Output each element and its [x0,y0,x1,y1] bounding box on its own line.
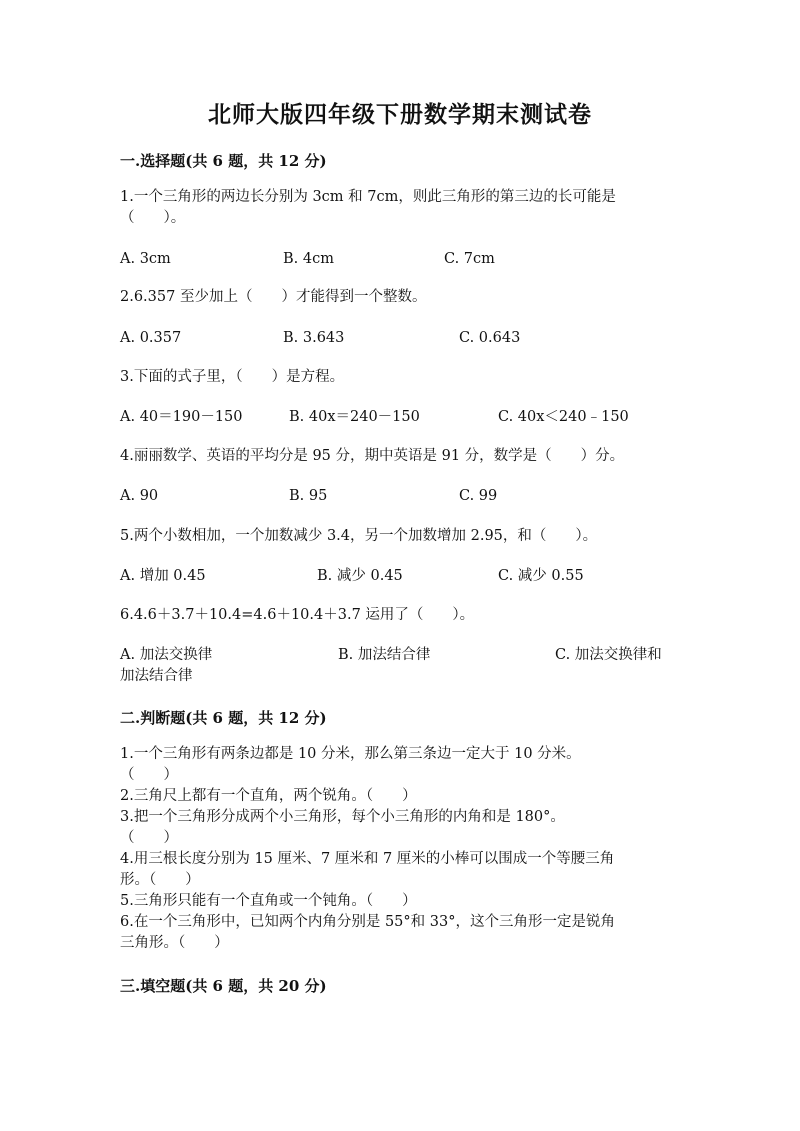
section-heading-fill-blank: 三.填空题(共 6 题，共 20 分) [120,977,327,995]
question-1-option-c: C. 7cm [444,251,495,267]
question-4-option-c: C. 99 [459,488,498,504]
question-5-line-1: 5.两个小数相加，一个加数减少 3.4，另一个加数增加 2.95，和（ ）。 [120,528,598,544]
question-3-option-b: B. 40x＝240－150 [289,409,420,425]
question-5-option-a: A. 增加 0.45 [120,568,206,584]
section-heading-choice: 一.选择题(共 6 题，共 12 分) [120,152,327,170]
question-2-line-1: 2.6.357 至少加上（ ）才能得到一个整数。 [120,289,427,305]
question-3-option-a: A. 40＝190－150 [120,409,243,425]
judgment-line: 5.三角形只能有一个直角或一个钝角。（ ） [120,893,417,909]
question-2-option-c: C. 0.643 [459,330,521,346]
question-5-option-c: C. 减少 0.55 [498,568,584,584]
judgment-line: 3.把一个三角形分成两个小三角形，每个小三角形的内角和是 180°。 [120,809,565,825]
question-6-option-a: A. 加法交换律 [120,647,213,663]
judgment-line: 2.三角尺上都有一个直角，两个锐角。（ ） [120,788,417,804]
question-4-line-1: 4.丽丽数学、英语的平均分是 95 分，期中英语是 91 分，数学是（ ）分。 [120,448,625,464]
judgment-line: （ ） [120,767,178,783]
question-4-option-b: B. 95 [289,488,328,504]
question-1-option-a: A. 3cm [120,251,171,267]
question-6-option-c: C. 加法交换律和 [555,647,662,663]
judgment-line: 4.用三根长度分别为 15 厘米、7 厘米和 7 厘米的小棒可以围成一个等腰三角 [120,851,615,867]
judgment-line: 6.在一个三角形中，已知两个内角分别是 55°和 33°，这个三角形一定是锐角 [120,914,615,930]
judgment-line: （ ） [120,830,178,846]
judgment-line: 三角形。（ ） [120,935,229,951]
question-4-option-a: A. 90 [120,488,159,504]
question-1-line-1: 1.一个三角形的两边长分别为 3cm 和 7cm，则此三角形的第三边的长可能是 [120,189,616,205]
question-3-option-c: C. 40x＜240﹣150 [498,409,629,425]
page-title: 北师大版四年级下册数学期末测试卷 [208,101,592,128]
question-6-line-1: 6.4.6＋3.7＋10.4=4.6＋10.4＋3.7 运用了（ ）。 [120,607,475,623]
question-3-line-1: 3.下面的式子里，（ ）是方程。 [120,369,345,385]
question-1-option-b: B. 4cm [283,251,334,267]
judgment-line: 形。（ ） [120,872,200,888]
question-6-option-b: B. 加法结合律 [338,647,431,663]
question-6-option-c-continued: 加法结合律 [120,668,193,684]
question-2-option-a: A. 0.357 [120,330,182,346]
question-1-line-2: （ ）。 [120,210,186,226]
question-5-option-b: B. 减少 0.45 [317,568,403,584]
question-2-option-b: B. 3.643 [283,330,345,346]
section-heading-judgment: 二.判断题(共 6 题，共 12 分) [120,709,327,727]
judgment-line: 1.一个三角形有两条边都是 10 分米，那么第三条边一定大于 10 分米。 [120,746,581,762]
